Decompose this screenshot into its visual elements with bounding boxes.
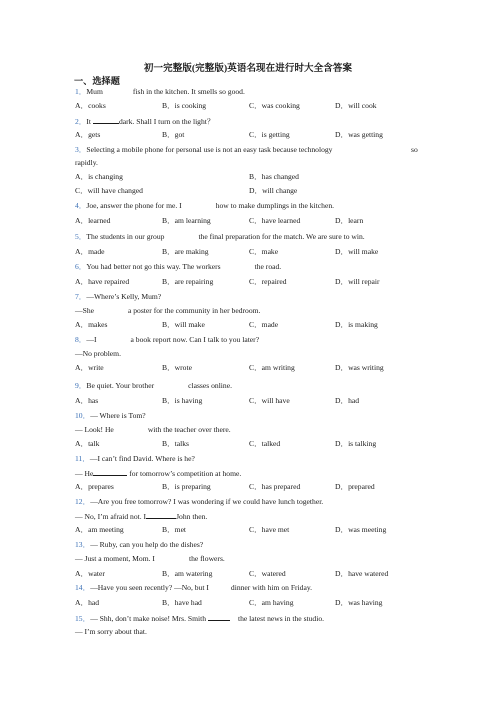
answer-blank (146, 511, 176, 519)
option-d[interactable]: D．had (335, 396, 360, 405)
option-a[interactable]: A．had (75, 598, 100, 607)
question-11: 11．—I can’t find David. Where is he? (75, 454, 195, 463)
option-c[interactable]: C．have met (249, 525, 290, 534)
option-d[interactable]: D．was meeting (335, 525, 387, 534)
option-d[interactable]: D．will repair (335, 277, 380, 286)
question-7: 7．—Where’s Kelly, Mum? (75, 292, 162, 301)
question-8: 8．—I a book report now. Can I talk to you later? (75, 335, 260, 344)
option-d[interactable]: D．have watered (335, 569, 389, 578)
option-c[interactable]: C．am having (249, 598, 294, 607)
option-a[interactable]: A．is changing (75, 172, 123, 181)
option-a[interactable]: A．made (75, 247, 105, 256)
question-2: 2．It dark. Shall I turn on the light？ (75, 117, 215, 126)
option-d[interactable]: D．was having (335, 598, 383, 607)
option-d[interactable]: D．is talking (335, 439, 377, 448)
option-b[interactable]: B．am learning (162, 216, 211, 225)
option-b[interactable]: B．talks (162, 439, 190, 448)
option-c[interactable]: C．will have (249, 396, 290, 405)
option-b[interactable]: B．wrote (162, 363, 192, 372)
option-d[interactable]: D．prepared (335, 482, 375, 491)
option-c[interactable]: C．am writing (249, 363, 295, 372)
option-a[interactable]: A．prepares (75, 482, 114, 491)
option-c[interactable]: C．is getting (249, 130, 290, 139)
answer-blank (93, 116, 119, 124)
question-4: 4．Joe, answer the phone for me. I how to make dumplings in the kitchen. (75, 201, 335, 210)
question-12: 12．—Are you free tomorrow? I was wondering if we could have lunch together. (75, 497, 324, 506)
option-b[interactable]: B．am watering (162, 569, 213, 578)
option-c[interactable]: C．have learned (249, 216, 301, 225)
section-heading: 一、选择题 (74, 76, 120, 86)
option-d[interactable]: D．will make (335, 247, 379, 256)
option-c[interactable]: C．talked (249, 439, 281, 448)
option-d[interactable]: D．was writing (335, 363, 384, 372)
option-d[interactable]: D．learn (335, 216, 364, 225)
question-10: 10．— Where is Tom? (75, 411, 146, 420)
question-6: 6．You had better not go this way. The workers the road. (75, 262, 282, 271)
option-b[interactable]: B．have had (162, 598, 202, 607)
question-15: 15．— Shh, don’t make noise! Mrs. Smith the latest news in the studio. (75, 614, 325, 623)
option-d[interactable]: D．is making (335, 320, 378, 329)
option-a[interactable]: A．learned (75, 216, 111, 225)
question-13: 13．— Ruby, can you help do the dishes? (75, 540, 204, 549)
option-d[interactable]: D．will change (249, 186, 298, 195)
option-a[interactable]: A．makes (75, 320, 108, 329)
document-title: 初一完整版(完整版)英语名现在进行时大全含答案 (143, 64, 353, 74)
option-a[interactable]: A．has (75, 396, 99, 405)
option-c[interactable]: C．has prepared (249, 482, 301, 491)
option-b[interactable]: B．will make (162, 320, 205, 329)
option-b[interactable]: B．is having (162, 396, 203, 405)
option-b[interactable]: B．is cooking (162, 101, 207, 110)
question-3: 3．Selecting a mobile phone for personal use is not an easy task because technology (75, 145, 333, 154)
option-b[interactable]: B．got (162, 130, 185, 139)
option-a[interactable]: A．have repaired (75, 277, 130, 286)
option-a[interactable]: A．am meeting (75, 525, 124, 534)
question-1: 1．Mum fish in the kitchen. It smells so good. (75, 87, 245, 96)
option-b[interactable]: B．are making (162, 247, 209, 256)
option-a[interactable]: A．gets (75, 130, 101, 139)
option-b[interactable]: B．is preparing (162, 482, 211, 491)
option-b[interactable]: B．met (162, 525, 187, 534)
answer-blank (208, 613, 230, 621)
option-d[interactable]: D．will cook (335, 101, 377, 110)
question-14: 14．—Have you seen recently? —No, but I dinner with him on Friday. (75, 583, 313, 592)
option-c[interactable]: C．make (249, 247, 279, 256)
option-b[interactable]: B．has changed (249, 172, 299, 181)
option-c[interactable]: C．made (249, 320, 279, 329)
option-c[interactable]: C．watered (249, 569, 286, 578)
question-5: 5．The students in our group the final preparation for the match. We are sure to win. (75, 232, 365, 241)
option-a[interactable]: A．cooks (75, 101, 106, 110)
question-number: 1． (75, 87, 87, 96)
option-a[interactable]: A．write (75, 363, 104, 372)
question-9: 9．Be quiet. Your brother classes online. (75, 381, 232, 390)
answer-blank (93, 468, 127, 476)
option-a[interactable]: A．water (75, 569, 105, 578)
option-a[interactable]: A．talk (75, 439, 100, 448)
document-page: 初一完整版(完整版)英语名现在进行时大全含答案 一、选择题 1．Mum fish in the kitchen. It smells so good. A．cooks B．is cooking C．was cooking D．will cook 2．It dark. Shall I turn on the light？ A．gets B．got C．is getting D．was getting 3．Selecting a mobile phone for personal use is not an easy task because technology so rapidly. A．is changing B．has changed C．will have changed D．will change 4．Joe, answer the phone for me. I how to make dumplings in the kitchen. A．learned B．am learning C．have learned D．learn 5．The students in our group the final preparation for the match. We are sure to win. A．made B．are making C．make D．will make 6．You had better not go this way. The workers the road. A．have repaired B．are repairing C．repaired D．will repair 7．—Where’s Kelly, Mum? —She a poster for the community in her bedroom. A．makes B．will make C．made D．is making 8．—I a book report now. Can I talk to you later? —No problem. A．write B．wrote C．am writing D．was writing 9．Be quiet. Your brother classes online. A．has B．is having C．will have D．had 10．— Where is Tom? — Look! He with the teacher over there. A．talk B．talks C．talked D．is talking 11．—I can’t find David. Where is he? — He for tomorrow’s competition at home. A．prepares B．is preparing C．has prepared D．prepared 12．—Are you free tomorrow? I was wondering if we could have lunch together. — No, I’m afraid not. I John then. A．am meeting B．met C．have met D．was meeting 13．— Ruby, can you help do the dishes? — Just a moment, Mom. I the flowers. A．water B．am watering C．watered D．have watered 14．—Have you seen recently? —No, but I dinner with him on Friday. A．had B．have had C．am having D．was having 15．— Shh, don’t make noise! Mrs. Smith the latest news in the studio. — I’m sorry about that. (0, 0, 496, 702)
option-d[interactable]: D．was getting (335, 130, 383, 139)
option-c[interactable]: C．was cooking (249, 101, 300, 110)
option-c[interactable]: C．repaired (249, 277, 287, 286)
option-b[interactable]: B．are repairing (162, 277, 214, 286)
option-c[interactable]: C．will have changed (75, 186, 143, 195)
